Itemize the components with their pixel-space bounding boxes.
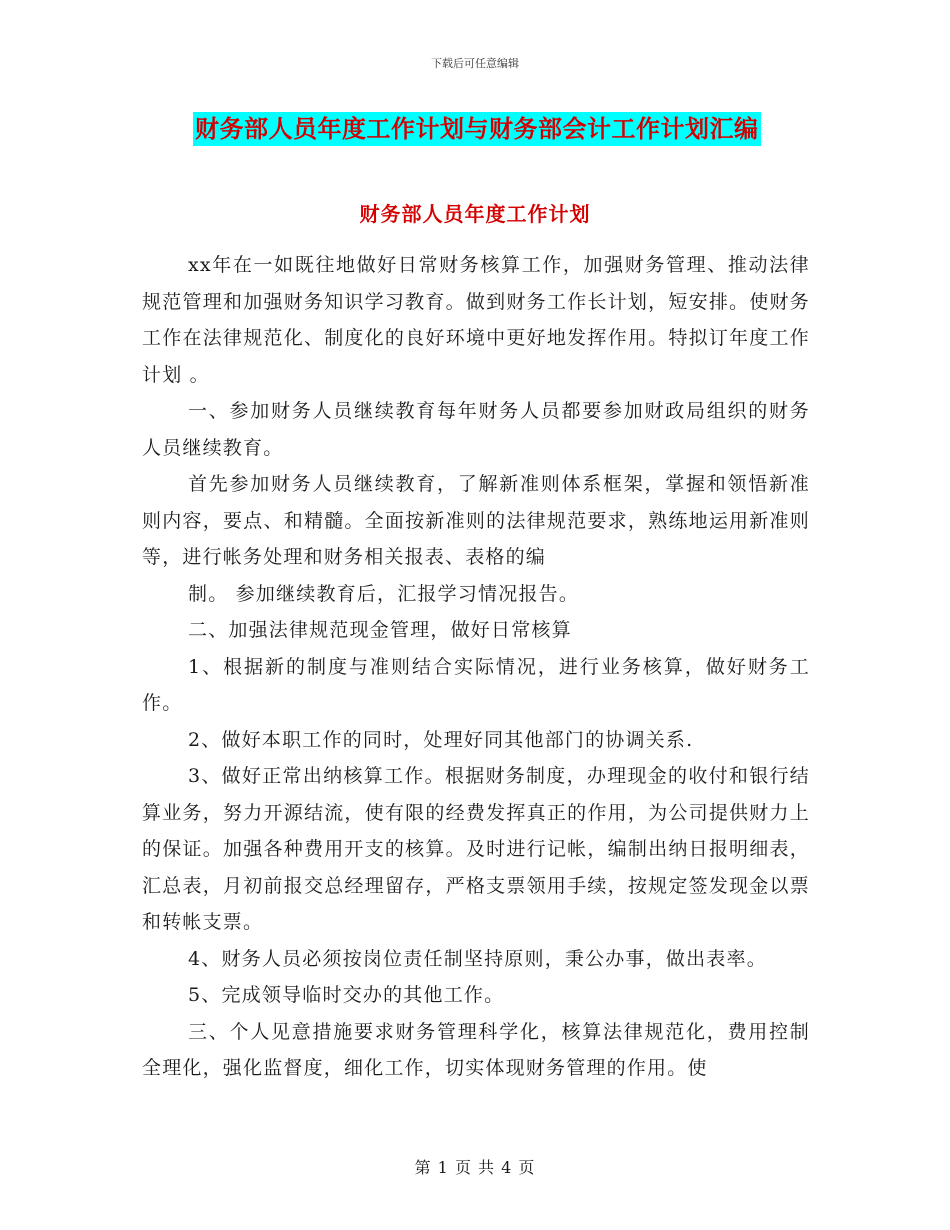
paragraph: 一、参加财务人员继续教育每年财务人员都要参加财政局组织的财务人员继续教育。 xyxy=(142,400,810,459)
document-title: 财务部人员年度工作计划与财务部会计工作计划汇编 xyxy=(193,112,761,146)
paragraph: 三、个人见意措施要求财务管理科学化，核算法律规范化，费用控制全理化，强化监督度，细化工作，切实体现财务管理的作用。使 xyxy=(142,1020,810,1079)
section-title: 财务部人员年度工作计划 xyxy=(359,202,591,226)
paragraph: 2、做好本职工作的同时，处理好同其他部门的协调关系. xyxy=(188,728,694,751)
paragraph: 1、根据新的制度与准则结合实际情况，进行业务核算，做好财务工作。 xyxy=(142,655,810,714)
paragraph: xx年在一如既往地做好日常财务核算工作，加强财务管理、推动法律规范管理和加强财务知识学习教育。做到财务工作长计划，短安排。使财务工作在法律规范化、制度化的良好环境中更好地发挥作用。特拟订年度工作计划 。 xyxy=(142,254,810,386)
paragraph: 首先参加财务人员继续教育，了解新准则体系框架，掌握和领悟新准则内容，要点、和精髓。全面按新准则的法律规范要求，熟练地运用新准则等，进行帐务处理和财务相关报表、表格的编 xyxy=(142,473,810,568)
paragraph: 二、加强法律规范现金管理，做好日常核算 xyxy=(188,619,572,641)
page-footer: 第 1 页 共 4 页 xyxy=(414,1158,536,1177)
header-note: 下载后可任意编辑 xyxy=(431,57,519,70)
paragraph: 5、完成领导临时交办的其他工作。 xyxy=(188,984,505,1006)
document-body xyxy=(142,247,810,1087)
paragraph: 3、做好正常出纳核算工作。根据财务制度，办理现金的收付和银行结算业务，努力开源结流，使有限的经费发挥真正的作用，为公司提供财力上的保证。加强各种费用开支的核算。及时进行记帐，编制出纳日报明细表，汇总表，月初前报交总经理留存，严格支票领用手续，按规定签发现金以票和转帐支票。 xyxy=(142,765,810,933)
paragraph: 制。 参加继续教育后，汇报学习情况报告。 xyxy=(188,582,580,605)
paragraph: 4、财务人员必须按岗位责任制坚持原则，秉公办事，做出表率。 xyxy=(188,947,767,970)
